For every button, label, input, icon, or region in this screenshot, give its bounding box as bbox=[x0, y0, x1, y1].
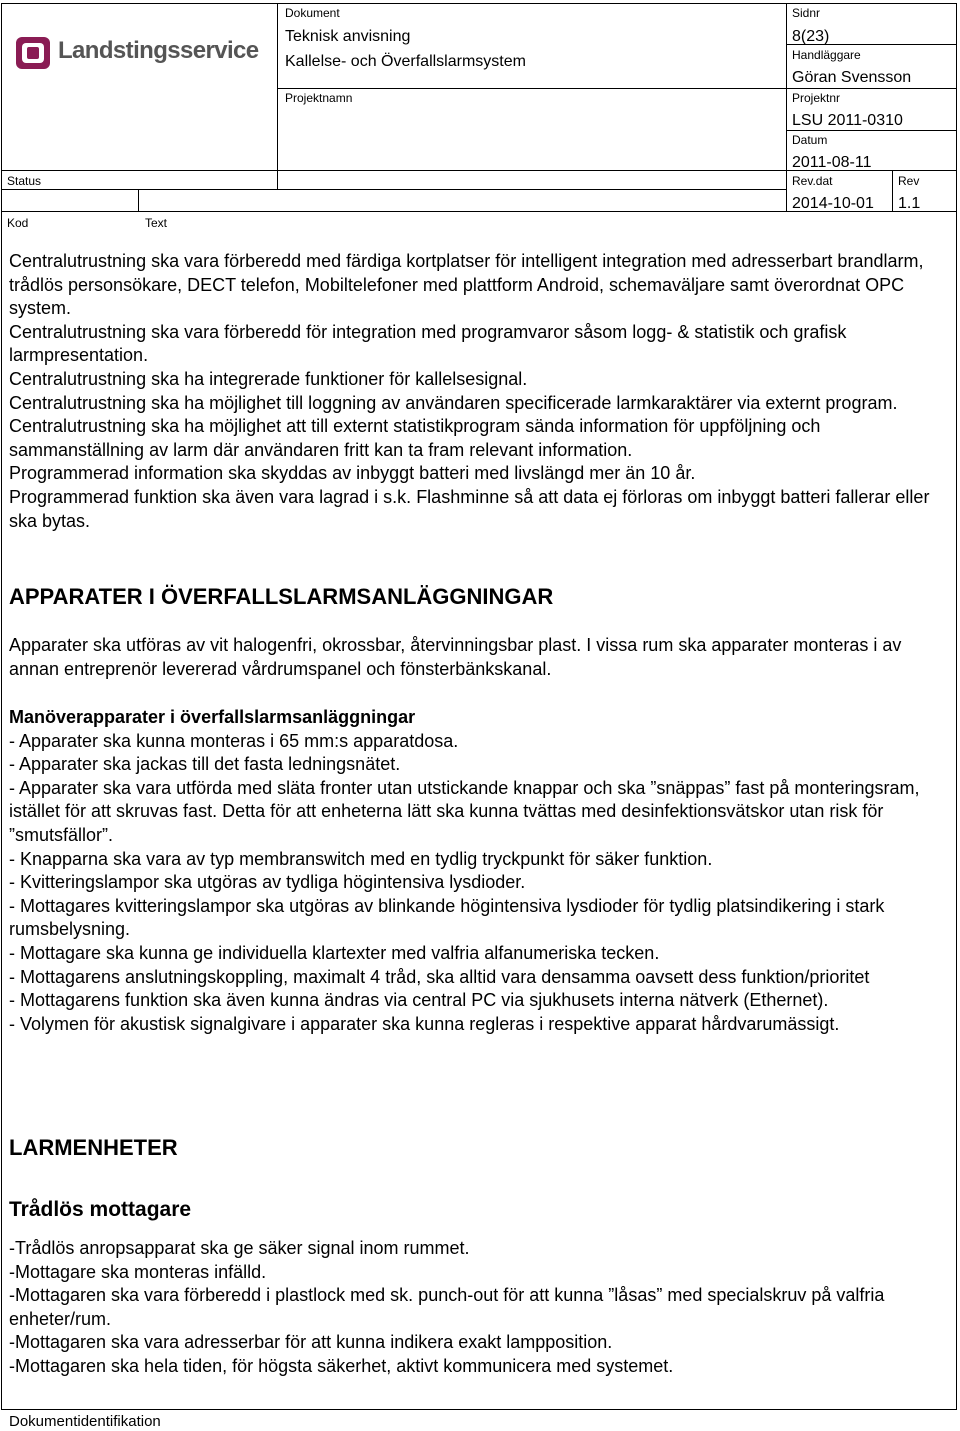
footer-label: Dokumentidentifikation bbox=[9, 1413, 161, 1430]
subheading-tradlos-mottagare: Trådlös mottagare bbox=[9, 1198, 192, 1221]
kod-label: Kod bbox=[7, 216, 29, 230]
intro-section bbox=[9, 250, 949, 533]
header-rule-kod bbox=[1, 189, 786, 190]
intro-paragraph: Centralutrustning ska vara förberedd för integration med programvaror såsom logg- & statistik och grafisk larmpresentation. bbox=[9, 321, 847, 366]
list-item: -Mottagaren ska vara adresserbar för att kunna indikera exakt lampposition. bbox=[9, 1332, 613, 1353]
projektnr-label: Projektnr bbox=[792, 91, 841, 105]
header-divider-kod bbox=[138, 189, 139, 212]
header-rule-status bbox=[1, 170, 786, 171]
dokument-label: Dokument bbox=[285, 6, 340, 20]
list-item: - Apparater ska kunna monteras i 65 mm:s apparatdosa. bbox=[9, 730, 459, 751]
list-item: - Mottagares kvitteringslampor ska utgöras av blinkande högintensiva lysdioder för tydlig platsindikering i stark rumsbelysning. bbox=[9, 895, 885, 940]
section-heading-larmenheter: LARMENHETER bbox=[9, 1135, 178, 1160]
list-item: - Kvitteringslampor ska utgöras av tydliga högintensiva lysdioder. bbox=[9, 872, 526, 893]
manoverapparater-subheading: Manöverapparater i överfallslarmsanläggningar bbox=[9, 707, 416, 727]
rev-label: Rev bbox=[898, 174, 920, 188]
rev-value: 1.1 bbox=[898, 195, 921, 212]
doc-title: Teknisk anvisning bbox=[285, 28, 411, 45]
intro-paragraph: Centralutrustning ska ha möjlighet till loggning av användaren specificerade larmkaraktärer via externt program. bbox=[9, 392, 898, 413]
intro-paragraph: Programmerad funktion ska även vara lagrad i s.k. Flashminne så att data ej förloras om inbyggt batteri fallerar eller ska bytas. bbox=[9, 486, 930, 531]
list-item: -Mottagaren ska hela tiden, för högsta säkerhet, aktivt kommunicera med systemet. bbox=[9, 1355, 674, 1376]
sidnr-label: Sidnr bbox=[792, 6, 821, 20]
header-divider-logo bbox=[277, 3, 278, 189]
apparater-paragraph bbox=[9, 634, 949, 681]
logo-text: Landstingsservice bbox=[58, 37, 259, 64]
sidnr-value: 8(23) bbox=[792, 28, 830, 45]
logo bbox=[14, 33, 274, 73]
apparater-text: Apparater ska utföras av vit halogenfri, okrossbar, återvinningsbar plast. I vissa rum ska apparater monteras i av annan entreprenör levererad vårdrumspanel och fönsterbänkskanal. bbox=[9, 635, 902, 679]
handlaggare-label: Handläggare bbox=[792, 48, 861, 62]
tradlos-mottagare-list bbox=[9, 1237, 949, 1379]
header-rule-projektnr bbox=[786, 130, 956, 131]
projektnr-value: LSU 2011-0310 bbox=[792, 112, 903, 129]
text-label: Text bbox=[145, 216, 168, 230]
list-item: -Mottagaren ska vara förberedd i plastlock med sk. punch-out för att kunna ”låsas” med specialskruv på valfria enheter/rum. bbox=[9, 1285, 885, 1329]
datum-label: Datum bbox=[792, 133, 828, 147]
header-divider-right bbox=[786, 3, 787, 212]
section-heading-apparater: APPARATER I ÖVERFALLSLARMSANLÄGGNINGAR bbox=[9, 584, 554, 609]
header-rule-projektnamn bbox=[277, 88, 786, 89]
manoverapparater-section bbox=[9, 706, 949, 1036]
header-divider-rev bbox=[892, 170, 893, 212]
list-item: - Apparater ska jackas till det fasta ledningsnätet. bbox=[9, 754, 401, 775]
status-label: Status bbox=[7, 174, 42, 188]
datum-value: 2011-08-11 bbox=[792, 154, 872, 171]
list-item: - Mottagarens funktion ska även kunna ändras via central PC via sjukhusets interna nätverk (Ethernet). bbox=[9, 990, 829, 1011]
projektnamn-label: Projektnamn bbox=[285, 91, 353, 105]
intro-paragraph: Centralutrustning ska ha integrerade funktioner för kallelsesignal. bbox=[9, 368, 528, 389]
header-rule-handlaggare bbox=[786, 88, 956, 89]
revdat-value: 2014-10-01 bbox=[792, 195, 874, 212]
list-item: - Mottagare ska kunna ge individuella klartexter med valfria alfanumeriska tecken. bbox=[9, 942, 660, 963]
list-item: -Mottagare ska monteras infälld. bbox=[9, 1261, 267, 1282]
list-item: - Mottagarens anslutningskoppling, maximalt 4 tråd, ska alltid vara densamma oavsett dess funktion/prioritet bbox=[9, 966, 870, 987]
revdat-label: Rev.dat bbox=[792, 174, 833, 188]
handlaggare-value: Göran Svensson bbox=[792, 69, 912, 86]
list-item: - Volymen för akustisk signalgivare i apparater ska kunna regleras i respektive apparat hårdvarumässigt. bbox=[9, 1013, 840, 1034]
list-item: - Knapparna ska vara av typ membranswitch med en tydlig tryckpunkt för säker funktion. bbox=[9, 848, 713, 869]
landstingsservice-logo-icon bbox=[14, 33, 54, 73]
doc-subtitle: Kallelse- och Överfallslarmsystem bbox=[285, 53, 526, 70]
intro-paragraph: Programmerad information ska skyddas av inbyggt batteri med livslängd mer än 10 år. bbox=[9, 463, 696, 484]
list-item: -Trådlös anropsapparat ska ge säker signal inom rummet. bbox=[9, 1238, 470, 1258]
list-item: - Apparater ska vara utförda med släta fronter utan utstickande knappar och ska ”snäppas” fast på monteringsram, istället för att skruvas fast. Detta för att enheterna lätt ska kunna tvättas med desinfektionsvätskor utan risk för ”smutsfällor”. bbox=[9, 777, 920, 845]
intro-paragraph: Centralutrustning ska ha möjlighet att till externt statistikprogram sända information för uppföljning och sammanställning av larm där användaren fritt kan ta fram relevant information. bbox=[9, 416, 821, 460]
intro-paragraph: Centralutrustning ska vara förberedd med färdiga kortplatser för intelligent integration med adresserbart brandlarm, trådlös personsökare, DECT telefon, Mobiltelefoner med plattform Android, schemaväljare samt överordnat OPC system. bbox=[9, 251, 924, 319]
